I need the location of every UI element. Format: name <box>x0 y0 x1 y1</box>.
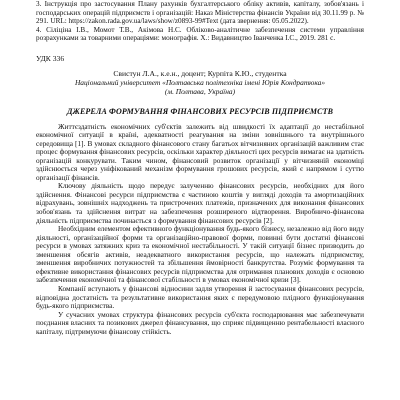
body-paragraph: Життєздатність економічних суб'єктів залежить від швидкості їх адаптації до нестабільної економічної ситуації в країні, адекватності реагування на зміни зовнішнього та внутрішнього середовища [1]. В умовах складного фінансового стану багатьох вітчизняних організацій важливим стає процес формування фінансових ресурсів, оскільки характер діяльності цих ресурсів вимагає на здатність організацій конкурувати. Таким чином, фінансовий розвиток організації у вітчизняній економіці здійснюється через уніфікований механізм формування грошових ресурсів, який є напрямом і суттю організації фінансів. <box>36 121 364 182</box>
reference-item: 4. Сіліціна І.В., Момот Т.В., Акімова Н.С. Обліково-аналітичне забезпечення системи управління розрахунками за товарними операціями: монографія. Х.: Видавництво Іванченка І.С., 2019. 281 с. <box>36 25 364 43</box>
article-body <box>36 123 364 337</box>
udk-code: УДК 336 <box>36 53 65 63</box>
references-list <box>36 0 364 43</box>
affiliation <box>36 79 364 97</box>
body-paragraph: Ключову діяльність щодо передує залученню фінансових ресурсів, необхідних для його здійснення. Фінансові ресурси підприємства є частиною коштів у вигляді доходів та амортизаційних відрахувань, зовнішніх надходжень та пристрочених платежів, призначених для виконання фінансових зобов'язань та здійснення витрат на забезпечення розширеного відтворення. Виробничо-фінансова діяльність підприємства починається з формування фінансових ресурсів [2]. <box>36 181 364 225</box>
body-paragraph: Компанії вступають у фінансові відносини задля утворення й застосування фінансових ресурсів, відповідна достатність та результативне використання яких є передумовою плідного функціонування будь-якого підприємства. <box>36 283 364 311</box>
body-paragraph: Необхідним елементом ефективного функціонування будь-якого бізнесу, незалежно від його виду діяльності, організаційної форми та організаційно-правової форми, повинні бути достатні фінансові ресурси в умовах затяжних криз та економічної нестабільності. У такій ситуації бізнес призводить до зменшення обсягів активів, неадекватного використання ресурсів, що належать підприємству, зменшення виробничих потужностей та збільшення ймовірності банкрутства. Розуміє формування та ефективне використання фінансових ресурсів підприємства для отримання планових доходів є основою забезпечення економічної та фінансової стабільності в умовах економічної кризи [3]. <box>36 224 364 285</box>
affiliation-city: (м. Полтава, Україна) <box>164 86 236 96</box>
article-title: ДЖЕРЕЛА ФОРМУВАННЯ ФІНАНСОВИХ РЕСУРСІВ ПІДПРИЄМСТВ <box>66 106 333 116</box>
authors-line: Свистун Л.А., к.е.н., доцент; Курпіта К.Ю., студентка <box>113 68 287 78</box>
affiliation-institution: Національний університет «Полтавська політехніка імені Юрія Кондратюка» <box>74 77 326 87</box>
body-paragraph: У сучасних умовах структура фінансових ресурсів суб'єкта господарювання має забезпечувати поєднання власних та позикових джерел фінансування, що сприяє підвищенню рентабельності власного капіталу, підтримуючи фінансову стійкість. <box>36 309 364 336</box>
reference-item: 3. Інструкція про застосування Плану рахунків бухгалтерського обліку активів, капіталу, зобов'язань і господарських операцій підприємств і організацій: Наказ Міністерства фінансів України від 30.11.99 р. № 291. URL: https://zakon.rada.gov.ua/laws/show/z0893-99#Text (дата звернення: 05.05.2022). <box>36 0 364 26</box>
